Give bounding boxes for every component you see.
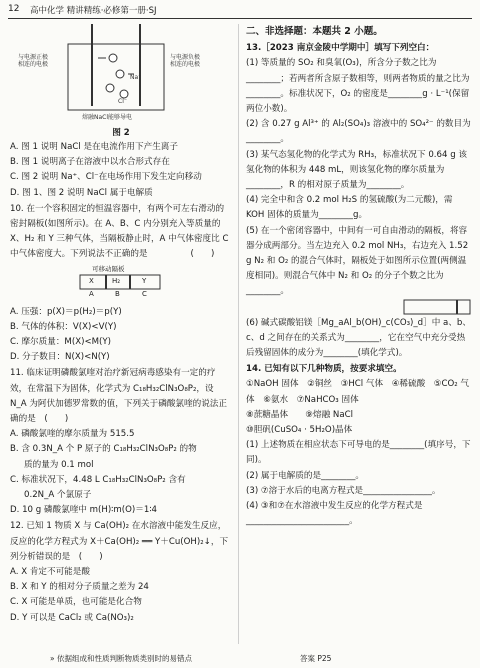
question-12: 12. 已知 1 物质 X 与 Ca(OH)₂ 在水溶液中能发生反应，反应的化学方程式为 X＋Ca(OH)₂ ══ Y＋Cu(OH)₂↓，下列分析错误的是 ( ) <box>10 521 229 562</box>
question-10: 10. 在一个容积固定的恒温容器中，有两个可左右滑动的密封隔板(如图所示)。在 A、B、C 内分别充入等质量的 X、H₂ 和 Y 三种气体，当隔板静止时，A 中气体密度比 C 中气体密度大。下列说法不正确的是 ( ) <box>10 203 229 260</box>
page-footer <box>0 652 480 666</box>
chamber-b: B <box>115 289 120 298</box>
q14-substances-1: ①NaOH 固体 ②铜丝 ③HCl 气体 ④稀硫酸 ⑤CO₂ 气体 ⑥氨水 ⑦NaHCO₃ 固体 <box>246 379 470 405</box>
q13-part-4: (4) 完全中和含 0.2 mol H₂S 的氢硫酸(为二元酸)，需 KOH 固体的质量为________g。 <box>246 195 453 221</box>
q10-option-a: A. 压强：p(X)＝p(H₂)＝p(Y) <box>10 306 122 317</box>
figure-2 <box>10 22 232 140</box>
q14-substances-3: ⑩胆矾(CuSO₄ · 5H₂O)晶体 <box>246 425 353 436</box>
page-header <box>0 0 480 20</box>
question-13: 13.［2023 南京金陵中学期中］填写下列空白： <box>246 43 435 54</box>
q14-part-4: (4) ③和⑦在水溶液中发生反应的化学方程式是________________________。 <box>246 501 423 527</box>
q14-part-1: (1) 上述物质在相应状态下可导电的是________(填序号，下同)。 <box>246 440 471 466</box>
option-b: B. 图 1 说明离子在溶液中以水合形式存在 <box>10 157 170 168</box>
na-ion-label: Na⁺ <box>130 74 142 81</box>
q14-substances-2: ⑧蔗糖晶体 ⑨熔融 NaCl <box>246 409 353 420</box>
figure-caption: 图 2 <box>112 128 130 138</box>
answer-page-ref: 答案 P25 <box>300 654 332 663</box>
q11-option-d: D. 10 g 磷酸氯喹中 m(H)∶m(O)＝1∶4 <box>10 505 158 516</box>
q13-part-1: (1) 等质量的 SO₂ 和臭氧(O₃)，所含分子数之比为________；若两者所含原子数相等，则两者物质的量之比为________。标准状况下，O₂ 的密度是________g · L⁻¹(保留两位小数)。 <box>246 58 470 115</box>
q13-part-3: (3) 某气态氢化物的化学式为 RH₃，标准状况下 0.64 g 该氢化物的体积为 448 mL，则该氢化物的摩尔质量为________，R 的相对原子质量为________。 <box>246 149 467 191</box>
header-rule <box>8 18 472 19</box>
electrolysis-diagram <box>10 22 232 140</box>
q11-option-b-cont: 质的量为 0.1 mol <box>24 459 94 470</box>
page-number: 12 <box>8 4 20 14</box>
gas-h2: H₂ <box>112 276 121 285</box>
q13-part-5-block <box>246 224 472 298</box>
q13-part-2: (2) 含 0.27 g Al³⁺ 的 Al₂(SO₄)₃ 溶液中的 SO₄²⁻ 的数目为________。 <box>246 119 471 145</box>
column-divider <box>238 24 239 644</box>
q14-part-2: (2) 属于电解质的是________。 <box>246 470 365 481</box>
container-diagram <box>246 298 472 316</box>
cl-ion-label: Cl⁻ <box>118 98 128 105</box>
q12-option-a: A. X 肯定不可能是酸 <box>10 567 90 578</box>
q11-option-c-cont: 0.2N_A 个氯原子 <box>24 490 92 501</box>
q13-part-5: (5) 在一个密闭容器中，中间有一可自由滑动的隔板，将容器分成两部分。当左边充入 0.2 mol NH₃，右边充入 1.52 g N₂ 和 O₂ 的混合气体时，隔板处于如图所示位置(两侧温度相同)。则混合气体中 N₂ 和 O₂ 的分子个数之比为________。 <box>246 225 469 297</box>
q14-part-3: (3) ⑦溶于水后的电离方程式是________________。 <box>246 485 441 496</box>
right-column <box>246 22 472 529</box>
chamber-c: C <box>142 289 147 298</box>
book-title: 高中化学 精讲精练·必修第一册·SJ <box>30 6 157 16</box>
footer-tip: » 依据组成和性质判断物质类别时的易错点 <box>50 654 192 663</box>
anode-label: 与电源正极 相连的电极 <box>18 54 49 68</box>
question-14: 14. 已知有以下几种物质，按要求填空。 <box>246 364 402 375</box>
gas-x: X <box>89 276 94 285</box>
q13-part-6: (6) 碱式碳酸铝镁［Mg_aAl_b(OH)_c(CO₃)_d］中 a、b、c、d 之间存在的关系式为________，它在空气中充分受热后残留固体的成分为________(填化学式)。 <box>246 317 471 359</box>
partition-diagram <box>10 265 232 303</box>
partition-title: 可移动隔板 <box>92 264 125 273</box>
option-d: D. 图 1、图 2 说明 NaCl 属于电解质 <box>10 187 153 198</box>
option-a: A. 图 1 说明 NaCl 是在电流作用下产生离子 <box>10 142 178 152</box>
cathode-label: 与电源负极 相连的电极 <box>170 54 201 68</box>
figure-note: 熔融NaCl能够导电 <box>82 114 133 121</box>
q12-option-c: C. X 可能是单质，也可能是化合物 <box>10 597 142 608</box>
option-c: C. 图 2 说明 Na⁺、Cl⁻在电场作用下发生定向移动 <box>10 172 202 183</box>
gas-y: Y <box>142 276 147 285</box>
section-heading: 二、非选择题：本题共 2 小题。 <box>246 26 383 37</box>
q12-option-b: B. X 和 Y 的相对分子质量之差为 24 <box>10 582 149 593</box>
q11-option-a: A. 磷酸氯喹的摩尔质量为 515.5 <box>10 429 135 440</box>
q12-option-d: D. Y 可以是 CaCl₂ 或 Ca(NO₃)₂ <box>10 612 134 623</box>
q11-option-c: C. 标准状况下，4.48 L C₁₈H₃₂ClN₃O₈P₂ 含有 <box>10 474 186 485</box>
q11-option-b: B. 含 0.3N_A 个 P 原子的 C₁₈H₃₂ClN₃O₈P₂ 的物 <box>10 444 197 455</box>
question-11: 11. 临床证明磷酸氯喹对治疗新冠病毒感染有一定的疗效，在常温下为固体，化学式为 C₁₈H₃₂ClN₃O₈P₂，设 N_A 为阿伏加德罗常数的值，下列关于磷酸氯喹的说法正确的是 ( ) <box>10 368 227 425</box>
chamber-a: A <box>89 289 94 298</box>
q10-option-b: B. 气体的体积：V(X)<V(Y) <box>10 321 117 332</box>
q10-option-c: C. 摩尔质量：M(X)<M(Y) <box>10 337 112 348</box>
left-column <box>10 22 232 626</box>
q10-option-d: D. 分子数目：N(X)<N(Y) <box>10 352 110 363</box>
